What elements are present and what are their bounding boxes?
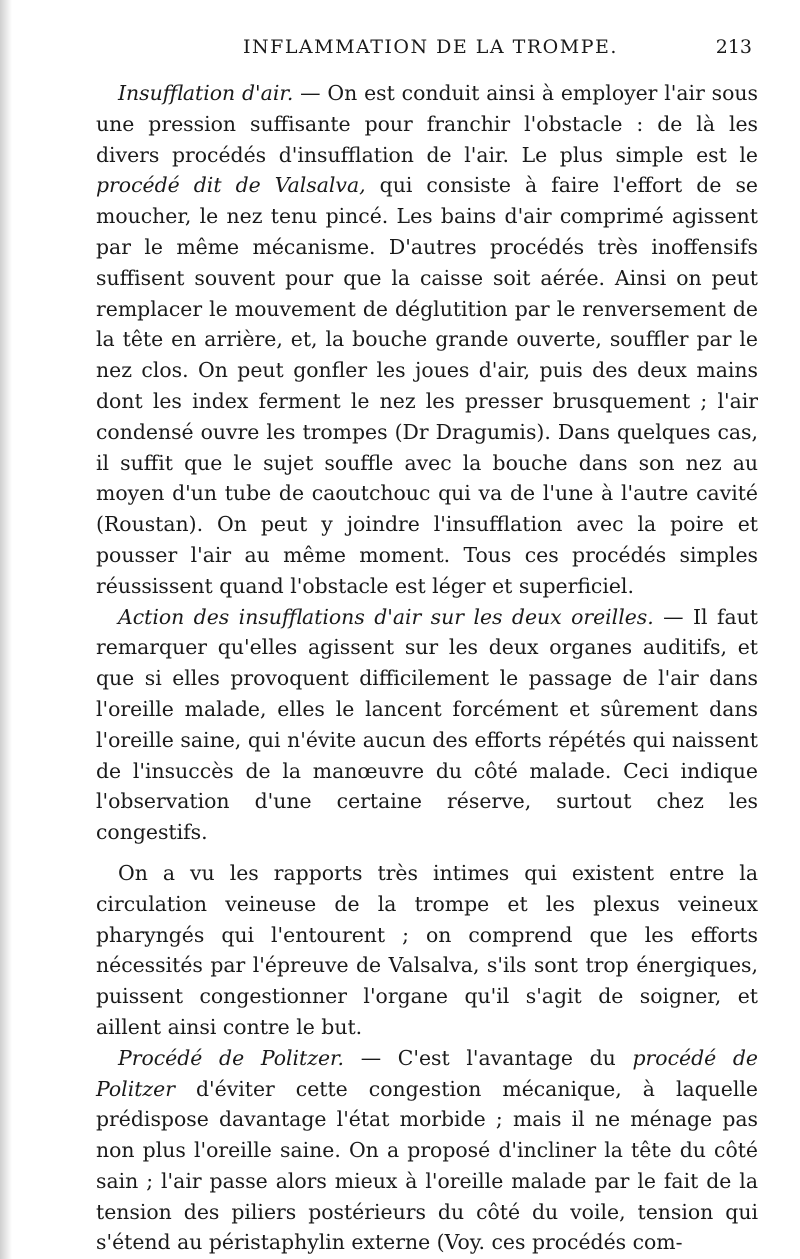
page-edge-shadow xyxy=(0,0,12,1259)
paragraph-lead: Procédé de Politzer. xyxy=(118,1045,345,1070)
page-body xyxy=(96,78,758,1255)
paragraph-politzer xyxy=(96,1043,758,1259)
dash: — xyxy=(344,1045,398,1070)
paragraph-text: d'éviter cette congestion mécanique, à laquelle prédispose davantage l'état morbide ; mais il ne ménage pas non plus l'oreille saine. On a proposé d'incliner la tête du côté sain ; l'air passe alors mieux à l'oreille malade par le fait de la tension des piliers postérieurs du côté du voile, tension qui s'étend au péristaphylin externe (Voy. ces procédés com- xyxy=(96,1076,758,1255)
dash: — xyxy=(293,81,328,105)
paragraph-action-insufflations xyxy=(96,602,758,848)
paragraph-text: qui consiste à faire l'effort de se moucher, le nez tenu pincé. Les bains d'air comprimé agissent par le même mécanisme. D'autres procédés très inoffensifs suffisent souvent pour que la caisse soit aérée. Ainsi on peut remplacer le mouvement de déglutition par le renversement de la tête en arrière, et, la bouche grande ouverte, souffler par le nez clos. On peut gonfler les joues d'air, puis des deux mains dont les index ferment le nez les presser brusquement ; l'air condensé ouvre les trompes (Dr Dragumis). Dans quelques cas, il suffit que le sujet souffle avec la bouche dans son nez au moyen d'un tube de caoutchouc qui va de l'une à l'autre cavité (Roustan). On peut y joindre l'insufflation avec la poire et pousser l'air au même moment. Tous ces procédés simples réussissent quand l'obstacle est léger et superficiel. xyxy=(96,173,758,598)
page-number: 213 xyxy=(715,36,752,58)
paragraph-text: On est conduit ainsi à employer l'air sous une pression suffisante pour franchir l'obstacle : de là les divers procédés d'insufflation de l'air. Le plus simple est le xyxy=(96,81,758,167)
paragraph-lead: Action des insufflations d'air sur les deux oreilles. xyxy=(118,604,654,629)
paragraph-text: Il faut remarquer qu'elles agissent sur les deux organes auditifs, et que si elles provoquent difficilement le passage de l'air dans l'oreille malade, elles le lancent forcément et sûrement dans l'oreille saine, qui n'évite aucun des efforts répétés qui naissent de l'insuccès de la manœuvre du côté malade. Ceci indique l'observation d'une certaine réserve, surtout chez les congestifs. xyxy=(96,604,758,845)
running-header xyxy=(118,36,758,66)
paragraph-lead: Insufflation d'air. xyxy=(118,81,294,105)
emphasis: procédé de Politzer xyxy=(96,1045,758,1101)
paragraph-text: On a vu les rapports très intimes qui existent entre la circulation veineuse de la trompe et les plexus veineux pharyngés qui l'entourent ; on comprend que les efforts nécessités par l'épreuve de Valsalva, s'ils sont trop énergiques, puissent congestionner l'organe qu'il s'agit de soigner, et aillent ainsi contre le but. xyxy=(96,860,758,1039)
running-title: INFLAMMATION DE LA TROMPE. xyxy=(243,36,618,58)
emphasis: procédé dit de Valsalva, xyxy=(96,173,366,198)
dash: — xyxy=(653,604,693,629)
paragraph-insufflation xyxy=(96,78,758,602)
paragraph-circulation xyxy=(96,858,758,1043)
paragraph-text: C'est l'avantage du xyxy=(397,1045,633,1070)
